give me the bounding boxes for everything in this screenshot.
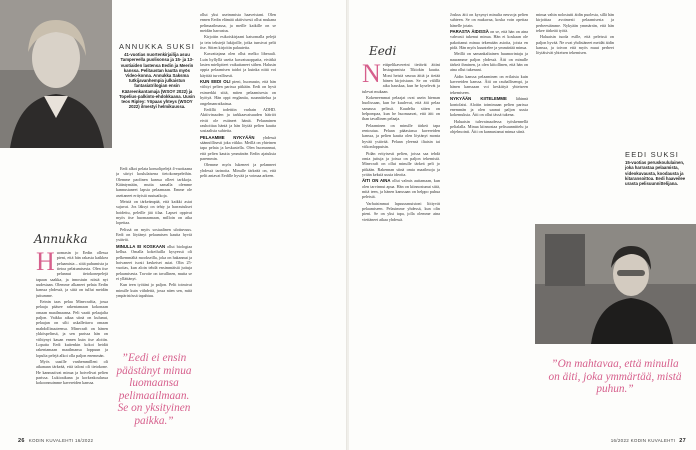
right-col1-p6: Varhaisimmat lapsuusmuistoni liittyvät pelaamiseen. Pelasimme yhdessä, kun olin pieni. Se on yksi tapa, jolla olemme aina viettäneet aikaa yhdessä. bbox=[362, 200, 440, 222]
right-col2-subhead-2: NYKYÄÄN KIITELEMME bbox=[450, 96, 507, 102]
left-folio-text: KODIN KUVALEHTI 16/2022 bbox=[28, 438, 94, 443]
right-col-2 bbox=[450, 12, 528, 436]
left-col2-p3: Pelissä on myös sosiaalinen ulottuvuus. Eedi on löytänyt pelaamisen kautta hyviä ystäviä. bbox=[116, 226, 192, 243]
right-col1-subhead: ÄITI ON AINA bbox=[362, 178, 391, 184]
left-pull-quote: ”Eedi ei ensin päästänyt minua luomaansa pelimaailmaan. Se on yksityinen paikka.” bbox=[116, 352, 192, 427]
left-page-number: 26 bbox=[18, 438, 25, 444]
annukka-portrait bbox=[0, 0, 112, 148]
right-col2-p1: Joskus äiti on kysynyt minulta neuvoja pelien suhteen. Se on mukavaa, koska voin opettaa hänelle jotain. bbox=[450, 12, 528, 28]
right-col2-p3: Meillä on samankaltainen huumorintaju ja nauramme paljon yhdessä. Äiti on minulle tärkeä ihminen, ja olen kiitollinen, että hän on aina ollut tukenani. bbox=[450, 51, 528, 73]
annukka-bio: 41-vuotias nuortenkirjailija asuu Tampereella puolisonsa ja 15- ja 13-vuotiaiden lastensa Eedin ja Meerin kanssa. Pelitaustan kautta myös Video-konna. Annukka Saksma tutkijavanhempia julkaistun fantasiatrilogian ensin Kääreenkantamaja (WSOY 2022) ja Topelius-palkinto-ehdokkaana. Uusin teos Ripley: Yöpaas yhteys (WSOY 2022) ilmestyi helmikuussa. bbox=[119, 52, 195, 110]
left-col2-subhead: MINULLA EI KOSKAAN bbox=[116, 243, 166, 249]
left-col-2 bbox=[116, 166, 192, 350]
left-col3-p2: Kirjoitin esikoiskirjaani katsomalla pelejä ja tein tekstejä lukijoille, jotka tunsivat pelit itse. Sitten kirjoitin palautetta. bbox=[200, 34, 276, 51]
left-col2-p1: Eedi alkoi pelata konsolipelejä 4-vuotiaana ja siirtyi koululaisena tietokonepeleihin. Olemme paolinen kanssa olleet tarkkoja. Kääntymään, mutta samalla olemme kannustaneet lapsia pelaamaan. Emme ole asettaneet erityisiä ruutuaikoja. bbox=[116, 166, 192, 198]
eedi-caption bbox=[625, 152, 689, 186]
eedi-name: EEDI SUKSI bbox=[625, 150, 680, 159]
left-folio bbox=[18, 438, 93, 444]
annukka-caption bbox=[118, 44, 196, 109]
left-col3-p1: ollut yksi useimmista haaveistani. Olen ennen Eedin elämää aktiivisesti ollut mukana pelimaailmassa, ja meille kaikille on se meidän harrastus. bbox=[200, 12, 276, 34]
right-col2-p4: Äidin kanssa pelaaminen on erilaista kuin kavereiden kanssa. Äiti on rauhallisempi, ja hänen kanssaan voi keskittyä yhteiseen tekemiseen. bbox=[450, 73, 528, 95]
annukka-name: ANNUKKA SUKSI bbox=[118, 42, 196, 51]
right-col2-p5: lähinnä kontolaisi. Aloitin toimimaan pelien parissa enemmän ja olen saanut paljon uusia kokemuksia. Äiti on ollut tässä tukena. bbox=[450, 96, 528, 118]
eedi-signature: Eedi bbox=[369, 44, 397, 58]
left-col-1 bbox=[36, 250, 108, 438]
right-col1-p1: ettipelikavereini tietävät äitini Instagramista Tiktokin kautta. Moni heistä seuraa äitiä ja tietää hänen kirjoistaan. Se on välillä aika hauskaa, kun he kyselevät ja tulevat mukaan. bbox=[362, 62, 440, 94]
right-col2-p6: Haluaisin tulevaisuudessa työskennellä pelialalla. Minua kiinnostaa pelisuunnittelu ja ohjelmointi. Äiti on kannustanut minua siinä. bbox=[450, 118, 528, 135]
right-col1-p4: Pidän erityisesti pelien, joissa saa tehdä omia juttuja ja joissa on paljon tekemistä. Minecraft on ollut minulle tärkeä peli jo pitkään. Rakennan siinä omia maailmoja ja yritän keksiä uusia ideoita. bbox=[362, 150, 440, 177]
dropcap-h: H bbox=[36, 250, 55, 276]
right-col3-p2: Haluaisin tuoda esille, että peleissä on paljon hyvää. Ne ovat yhdistäneet meidät äidin kanssa, ja toivon että myös muut perheet löytäisivät yhteisen tekemisen. bbox=[536, 34, 614, 56]
left-col3-subhead: KUN EEDI OLI bbox=[200, 79, 231, 85]
eedi-bio: 15-vuotias peruskoululainen, joka harrastaa pelaamista, videokuvausta, koodausta ja kitaransoittoa. Eedi haaveilee urasta pelisuunnittelijana. bbox=[625, 160, 686, 187]
right-col1-p3: Pelaaminen on minulle tärkeä tapa rentoutua. Pelaan pääasiassa kavereiden kanssa, ja pelien kautta olen löytänyt monta hyvää ystävää. Pelaan yleensä iltaisin tai viikonloppuisin. bbox=[362, 122, 440, 150]
right-folio bbox=[611, 438, 686, 444]
right-pull-quote: ”On mahtavaa, että minulla on äiti, joka ymmärtää, mistä puhun.” bbox=[548, 358, 682, 396]
left-col2-p2: Meistä on tärkeämpää, että kaikki asiat sujuvat. Jos läksyt on tehty ja harrastukset hoidettu, peleille jää tilaa. Lapset oppivat myös itse huomaamaan, milloin on aika lopettaa. bbox=[116, 199, 192, 226]
annukka-signature: Annukka bbox=[34, 232, 88, 246]
left-col1-p3: Myös uusille vanhemmilleni oli aikanaan tärkeää, että taloni oli tietokone. He kannustivat minua ja hoivelivat pelien parissa. Lukioaikana ja korkeakoulussa kokoonnuimme kavereiden kanssa. bbox=[36, 358, 108, 386]
left-col1-p2: Eeinin taas pelaa Minecraftia, jossa pelaaja pääsee rakentamaan kokonaan omaan maailmaansa. Peli vaatii pelaajalta paljon. Vaikka aikaa siinä on kulunut, pelaajan on silti uskallettava omaan mahdollisuuteensa. Minecraft on hänen ykköspelinsä, ja sen parissa hän on viihtynyt kauan ennen kuin itse aloitin. Loputta Eedi kuitenkin kokoi heidät rakentamaan maailmansa loppuun ja lopulta pelejä alkoi olla paljon enemmän. bbox=[36, 299, 108, 358]
left-col3-subhead-2: PELAAMME NYKYÄÄN bbox=[200, 134, 255, 140]
left-page bbox=[0, 0, 347, 450]
left-col2-p5: Kun teen työtäni jo paljon. Pelit toimivat minulle kuin viihdettä, jossa näen sen, mitä ympäristössä tapahtuu. bbox=[116, 282, 192, 298]
right-col1-p2: Kokeneemmat pelaajat ovat usein hieman huolissaan, kun he kuulevat, että äiti pelaa samassa pelissä. Kaudelta sitten on helpompaa, kun he huomaavat, että äiti on ihan tavallinen pelaaja. bbox=[362, 95, 440, 122]
left-col3-p4: pieni, huomasin, että hän viihtyi pelien parissa pitkään. Eedi on hyvä esimerkki siitä, miten pelaamisesta on hyötyä. Hän oppi englantia, suunnittelua ja ongelmanratkaisua. bbox=[200, 79, 276, 106]
right-col-3 bbox=[536, 12, 614, 142]
right-col-1 bbox=[362, 62, 440, 436]
left-col3-p3: Kasvattajana olen ollut melko liberaali. Luin hyllyllä useita kasvatusoppaita, eivätkä lasten mielipiteet vaikuttaneet siihen. Halusin oppia pelaamisen taidot ja kuinka niitä voi käyttää turvallisesti. bbox=[200, 51, 276, 78]
right-page-number: 27 bbox=[679, 438, 686, 444]
right-col2-subhead: PARASTA ÄIDISSÄ bbox=[450, 29, 489, 35]
eedi-portrait bbox=[535, 224, 696, 344]
left-col3-p7: Olemme myös lukeneet ja pelanneet yhdessä tarinoita. Minulle tärkeää on, että pelit antavat Eedille hyvää ja voimaa arkeen. bbox=[200, 162, 276, 178]
left-col2-p4: ollut biologiaa kellua. Omalla kokeiluilla kysyessä oli pelkemmältä mookseilla, joka on hakannut ja hoivaneet isosti keskeiset asiat. Olin 25-vuotias, kun aloin tehdä ensimmäisiä juttuja pelaamisesta. Tavoite on tavallinen, mutta se ei yllättänyt. bbox=[116, 243, 192, 281]
right-col3-p1: minua vahin nolostutti äidin puolesta, sillä hän kirjoittaa avoimesti pelaamisesta ja perheestämme. Nykyään ymmärrän, että hän tekee tärkeää työtä. bbox=[536, 12, 614, 34]
dropcap-n: N bbox=[362, 62, 381, 88]
right-col1-p5: ollut valmis auttamaan, kun olen tarvinnut apua. Hän on kiinnostunut siitä, mitä teen, ja hänen kanssaan on helppo puhua peleistä. bbox=[362, 178, 440, 200]
right-col2-p2: on se, että hän on aina vahvasti tukenut minua. Hän ei koskaan ole pakottanut minua tekemään asioita, joista en pidä. Hän myös kuuntelee ja ymmärtää minua. bbox=[450, 29, 528, 51]
left-col3-p6: yhdessä säännöllisesti joka viikko. Meillä on yhteinen tapa pelata ja keskustella. Olen huomannut, että pelien kautta ymmärrän Eedin ajatuksia paremmin. bbox=[200, 134, 276, 161]
right-folio-text: 16/2022 KODIN KUVALEHTI bbox=[610, 438, 676, 443]
right-page bbox=[349, 0, 696, 450]
left-col1-p1: uomasin jo Eedin ollessa pieni, että hän rakasta kaikkea pelaamista – siitä puhumista ja tietoa pelatumisesta. Olen itse pelannut tietokonepelejä tapaan saakka, ja innostuin niistä nyt uudestaan. Olemme alkaneet pelata Eedin kanssa yhdessä, ja siitä on tullut meidän juttumme. bbox=[36, 250, 108, 298]
left-col3-p5: Eedillä todettiin varhain ADHD. Aktiivisuuden ja tarkkaavaisuuden häiriöt eivät ole estäneet häntä. Pelaaminen rauhoittaa häntä ja hän löytää pelien kautta sosiaalisia suhteita. bbox=[200, 106, 276, 134]
left-col-3 bbox=[200, 12, 276, 436]
